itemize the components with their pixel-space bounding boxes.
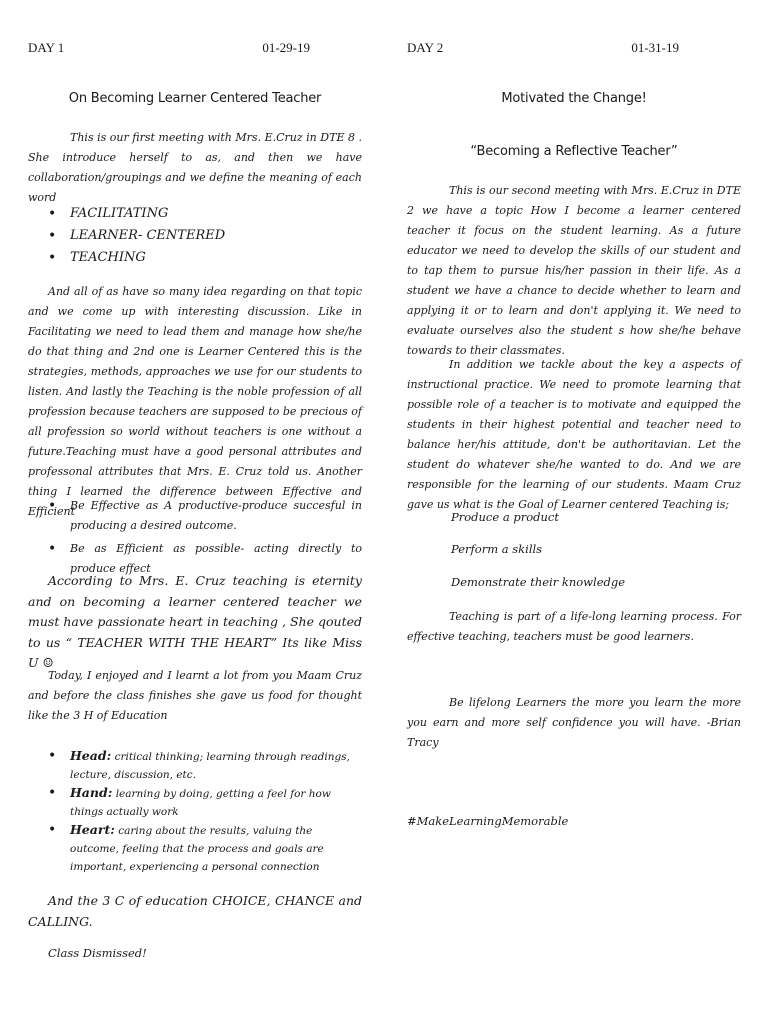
day1-3h-item — [28, 784, 362, 821]
day1-word-item: • FACILITATING — [28, 203, 362, 225]
day2-title: Motivated the Change! — [501, 91, 647, 106]
day2-quote: Be lifelong Learners the more you learn the more you earn and more self confidence you will have. -Brian Tracy — [407, 696, 741, 749]
day1-word-list — [28, 203, 362, 269]
day2-para2: In addition we tackle about the key a aspects of instructional practice. We need to promote learning that possible role of a teacher is to motivate and equipped the students in their highest potential and teacher need to balance her/his attitude, don't be authoritavian. Let the student do whatever she/he wanted to do. And we are responsible for the learning of our students. Maam Cruz gave us what is the Goal of Learner centered Teaching is; — [407, 358, 741, 511]
day2-hashtag: #MakeLearningMemorable — [407, 814, 569, 828]
day1-3h-term: Hand: — [70, 785, 113, 800]
day2-goal-item: Perform a skills — [451, 542, 543, 556]
day1-date: 01-29-19 — [262, 40, 310, 55]
day2-para1: This is our second meeting with Mrs. E.Cruz in DTE 2 we have a topic How I become a learner centered teacher it focus on the student learning. As a future educator we need to develop the skills of our student and to tap them to pursue his/her passion in their life. As a student we have a chance to decide whether to learn and applying it or to learn and don't applying it. We need to evaluate ourselves also the student s how she/he behave towards to their classmates. — [407, 184, 741, 357]
day1-3h-term: Head: — [70, 748, 112, 763]
day1-effective-item: • Be Effective as A productive-produce succesful in producing a desired outcome. — [28, 496, 362, 536]
day1-3h-list — [28, 747, 362, 876]
day2-date: 01-31-19 — [631, 40, 679, 55]
day1-label: DAY 1 — [28, 40, 65, 55]
day1-closing: Class Dismissed! — [48, 946, 147, 960]
day1-word-item: • TEACHING — [28, 247, 362, 269]
day2-goal-item: Produce a product — [451, 510, 559, 524]
day1-para2: And all of as have so many idea regarding on that topic and we come up with interesting discussion. Like in Facilitating we need to lead them and manage how she/he do that thing and 2nd one is Learner Centered this is the strategies, methods, approaches we use for our students to listen. And lastly the Teaching is the noble profession of all profession because teachers are supposed to be precious of all profession so world without teachers is one without a future.Teaching must have a good personal attributes and professonal attributes that Mrs. E. Cruz told us. Another thing I learned the difference between Effective and Efficient — [28, 285, 362, 518]
day1-effective-list — [28, 496, 362, 582]
day1-3h-item — [28, 821, 362, 876]
day1-intro: This is our first meeting with Mrs. E.Cruz in DTE 8 . She introduce herself to as, and then we have collaboration/groupings and we define the meaning of each word — [28, 131, 362, 204]
day2-subtitle: “Becoming a Reflective Teacher” — [470, 144, 678, 159]
day1-3h-item — [28, 747, 362, 784]
day1-para4: Today, I enjoyed and I learnt a lot from you Maam Cruz and before the class finishes she gave us food for thought like the 3 H of Education — [28, 669, 362, 722]
day1-word-item: • LEARNER- CENTERED — [28, 225, 362, 247]
day2-goal-item: Demonstrate their knowledge — [451, 575, 626, 589]
day2-para3: Teaching is part of a life-long learning process. For effective teaching, teachers must be good learners. — [407, 610, 741, 643]
day2-label: DAY 2 — [407, 40, 444, 55]
day1-para5: And the 3 C of education CHOICE, CHANCE and CALLING. — [28, 893, 362, 929]
day1-para3: According to Mrs. E. Cruz teaching is eternity and on becoming a learner centered teacher we must have passionate heart in teaching , She qouted to us “ TEACHER WITH THE HEART” Its like Miss U ☺ — [28, 573, 362, 670]
day1-title: On Becoming Learner Centered Teacher — [68, 91, 322, 106]
day1-3h-desc: caring about the results, valuing the outcome, feeling that the process and goals are important, experiencing a personal connection — [70, 825, 324, 873]
day1-header — [28, 40, 362, 58]
day2-header — [407, 40, 741, 58]
day1-3h-desc: learning by doing, getting a feel for how things actually work — [70, 788, 331, 818]
day1-3h-desc: critical thinking; learning through readings, lecture, discussion, etc. — [70, 751, 350, 781]
day1-effective-item: • Be as Efficient as possible- acting directly to produce effect — [28, 539, 362, 579]
day1-3h-term: Heart: — [70, 822, 115, 837]
